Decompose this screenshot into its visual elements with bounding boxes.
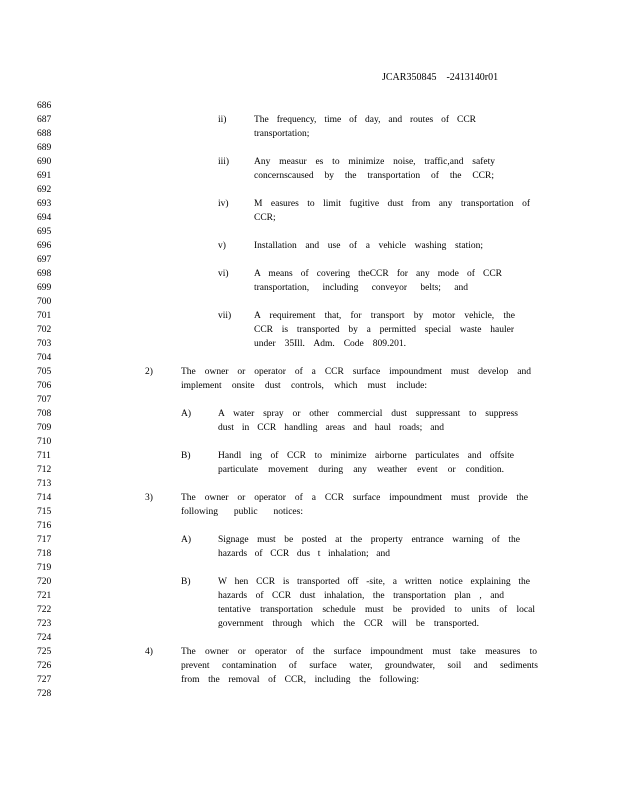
item-label: iii) [218,157,230,167]
line-number: 713 [37,479,52,489]
item-label: B) [181,577,191,587]
item-label: B) [181,451,191,461]
item-text-line: following public notices: [181,507,303,517]
line-number: 717 [37,535,52,545]
item-text-line: Any measur es to minimize noise, traffic,and safety [254,157,495,167]
item-text-line: The owner or operator of the surface impoundment must take measures to [181,647,537,657]
item-text-line: A water spray or other commercial dust suppressant to suppress [218,409,518,419]
line-number: 694 [37,213,52,223]
line-number: 714 [37,493,52,503]
item-text-line: implement onsite dust controls, which must include: [181,381,427,391]
line-number: 719 [37,563,52,573]
line-number: 704 [37,353,52,363]
item-text-line: transportation, including conveyor belts; and [254,283,468,293]
item-label: 4) [145,647,153,657]
item-text-line: A means of covering theCCR for any mode of CCR [254,269,502,279]
line-number: 702 [37,325,52,335]
doc-id: JCAR350845 [382,72,437,83]
item-text-line: concernscaused by the transportation of the CCR; [254,171,494,181]
line-number: 712 [37,465,52,475]
line-number: 708 [37,409,52,419]
item-text-line: Signage must be posted at the property entrance warning of the [218,535,520,545]
item-text-line: W hen CCR is transported off -site, a written notice explaining the [218,577,530,587]
item-label: vii) [218,311,232,321]
line-number: 699 [37,283,52,293]
item-text-line: CCR is transported by a permitted special waste hauler [254,325,514,335]
line-number: 723 [37,619,52,629]
line-number: 722 [37,605,52,615]
line-number: 710 [37,437,52,447]
line-number: 695 [37,227,52,237]
item-label: vi) [218,269,229,279]
doc-suffix: -2413140r01 [446,72,499,83]
item-text-line: The owner or operator of a CCR surface impoundment must develop and [181,367,531,377]
line-number: 721 [37,591,52,601]
line-number: 701 [37,311,52,321]
line-number: 687 [37,115,52,125]
page-header [382,72,498,83]
line-number: 691 [37,171,52,181]
item-text-line: prevent contamination of surface water, groundwater, soil and sediments [181,661,538,671]
item-label: A) [181,535,192,545]
item-label: 2) [145,367,153,377]
item-text-line: transportation; [254,129,310,139]
line-number: 692 [37,185,52,195]
line-number: 711 [37,451,51,461]
line-number: 689 [37,143,52,153]
line-number: 727 [37,675,52,685]
item-label: ii) [218,115,227,125]
item-label: 3) [145,493,153,503]
line-number: 696 [37,241,52,251]
line-number: 698 [37,269,52,279]
item-text-line: from the removal of CCR, including the following: [181,675,419,685]
line-number: 693 [37,199,52,209]
item-label: A) [181,409,192,419]
line-number: 705 [37,367,52,377]
line-number: 725 [37,647,52,657]
line-number: 724 [37,633,52,643]
line-number: 688 [37,129,52,139]
item-label: iv) [218,199,229,209]
line-number: 728 [37,689,52,699]
item-text-line: hazards of CCR dust inhalation, the transportation plan , and [218,591,504,601]
line-number: 707 [37,395,52,405]
line-number: 716 [37,521,52,531]
line-number: 686 [37,101,52,111]
line-number: 697 [37,255,52,265]
item-text-line: A requirement that, for transport by motor vehicle, the [254,311,515,321]
item-text-line: CCR; [254,213,276,223]
line-number: 709 [37,423,52,433]
item-text-line: The owner or operator of a CCR surface impoundment must provide the [181,493,528,503]
item-text-line: under 35Ill. Adm. Code 809.201. [254,339,406,349]
item-text-line: government through which the CCR will be transported. [218,619,479,629]
line-number: 726 [37,661,52,671]
item-text-line: Installation and use of a vehicle washing station; [254,241,483,251]
item-text-line: Handl ing of CCR to minimize airborne particulates and offsite [218,451,514,461]
item-text-line: dust in CCR handling areas and haul roads; and [218,423,444,433]
line-number: 715 [37,507,52,517]
line-number: 690 [37,157,52,167]
item-label: v) [218,241,226,251]
line-number: 703 [37,339,52,349]
item-text-line: hazards of CCR dus t inhalation; and [218,549,390,559]
line-number: 706 [37,381,52,391]
item-text-line: The frequency, time of day, and routes of CCR [254,115,476,125]
item-text-line: tentative transportation schedule must be provided to units of local [218,605,535,615]
line-number: 720 [37,577,52,587]
item-text-line: particulate movement during any weather event or condition. [218,465,504,475]
item-text-line: M easures to limit fugitive dust from any transportation of [254,199,530,209]
line-number: 718 [37,549,52,559]
line-number: 700 [37,297,52,307]
